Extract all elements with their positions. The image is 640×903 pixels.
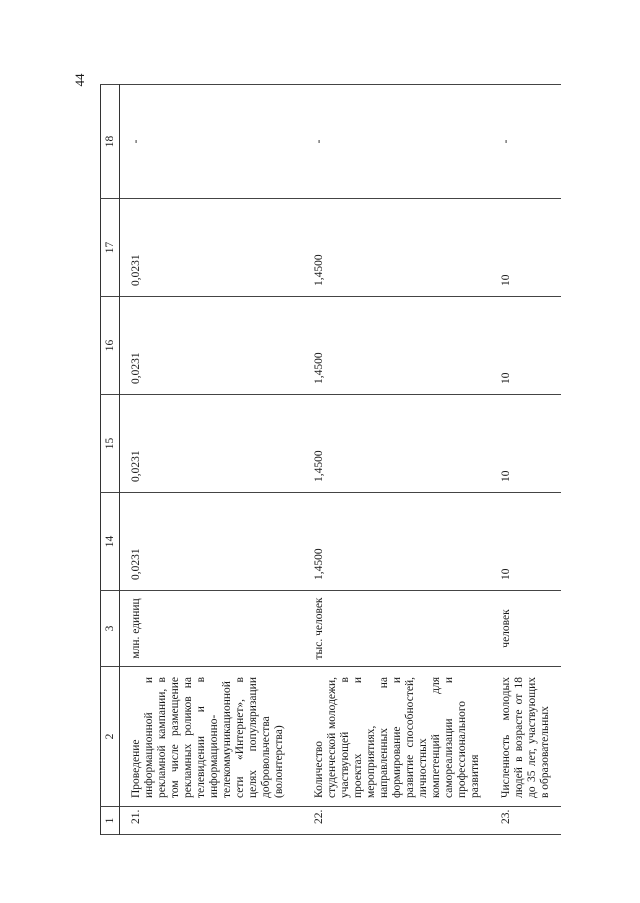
value-col16: 1,4500	[303, 297, 490, 395]
table-row	[120, 85, 304, 835]
header-cell-col1: 1	[101, 807, 120, 835]
indicator-name: Проведение информационной и рекламной кампании, в том числе размещение рекламных роликов на телевидении и в информационно-телекоммуникационной сети «Интернет», в целях популяризации добровольчества (волонтерства)	[120, 667, 304, 807]
header-cell-col14: 14	[101, 493, 120, 591]
value-col15: 1,4500	[303, 395, 490, 493]
row-number: 22.	[303, 807, 490, 835]
row-number: 23.	[490, 807, 561, 835]
value-col18: -	[120, 85, 304, 199]
indicators-table	[100, 84, 561, 835]
unit-cell: млн. единиц	[120, 591, 304, 667]
table-row	[490, 85, 561, 835]
page-number: 44	[72, 73, 87, 87]
table-row	[303, 85, 490, 835]
value-col17: 10	[490, 199, 561, 297]
unit-cell: человек	[490, 591, 561, 667]
value-col14: 1,4500	[303, 493, 490, 591]
indicator-name: Количество студенческой молодежи, участвующей в проектах и мероприятиях, направленных на формирование и развитие способностей, личностных компетенций для самореализации и профессионального развития	[303, 667, 490, 807]
indicator-name: Численность молодых людей в возрасте от 18 до 35 лет, участвующих в образовательных	[490, 667, 561, 807]
header-cell-col16: 16	[101, 297, 120, 395]
value-col15: 10	[490, 395, 561, 493]
value-col16: 0,0231	[120, 297, 304, 395]
value-col15: 0,0231	[120, 395, 304, 493]
value-col17: 1,4500	[303, 199, 490, 297]
header-cell-col15: 15	[101, 395, 120, 493]
row-number: 21.	[120, 807, 304, 835]
value-col16: 10	[490, 297, 561, 395]
unit-cell: тыс. человек	[303, 591, 490, 667]
header-cell-col18: 18	[101, 85, 120, 199]
value-col18: -	[303, 85, 490, 199]
header-cell-col3: 3	[101, 591, 120, 667]
table-wrapper	[100, 85, 551, 835]
value-col14: 0,0231	[120, 493, 304, 591]
value-col17: 0,0231	[120, 199, 304, 297]
header-cell-col17: 17	[101, 199, 120, 297]
header-cell-col2: 2	[101, 667, 120, 807]
table-header-row	[101, 85, 120, 835]
value-col14: 10	[490, 493, 561, 591]
value-col18: -	[490, 85, 561, 199]
